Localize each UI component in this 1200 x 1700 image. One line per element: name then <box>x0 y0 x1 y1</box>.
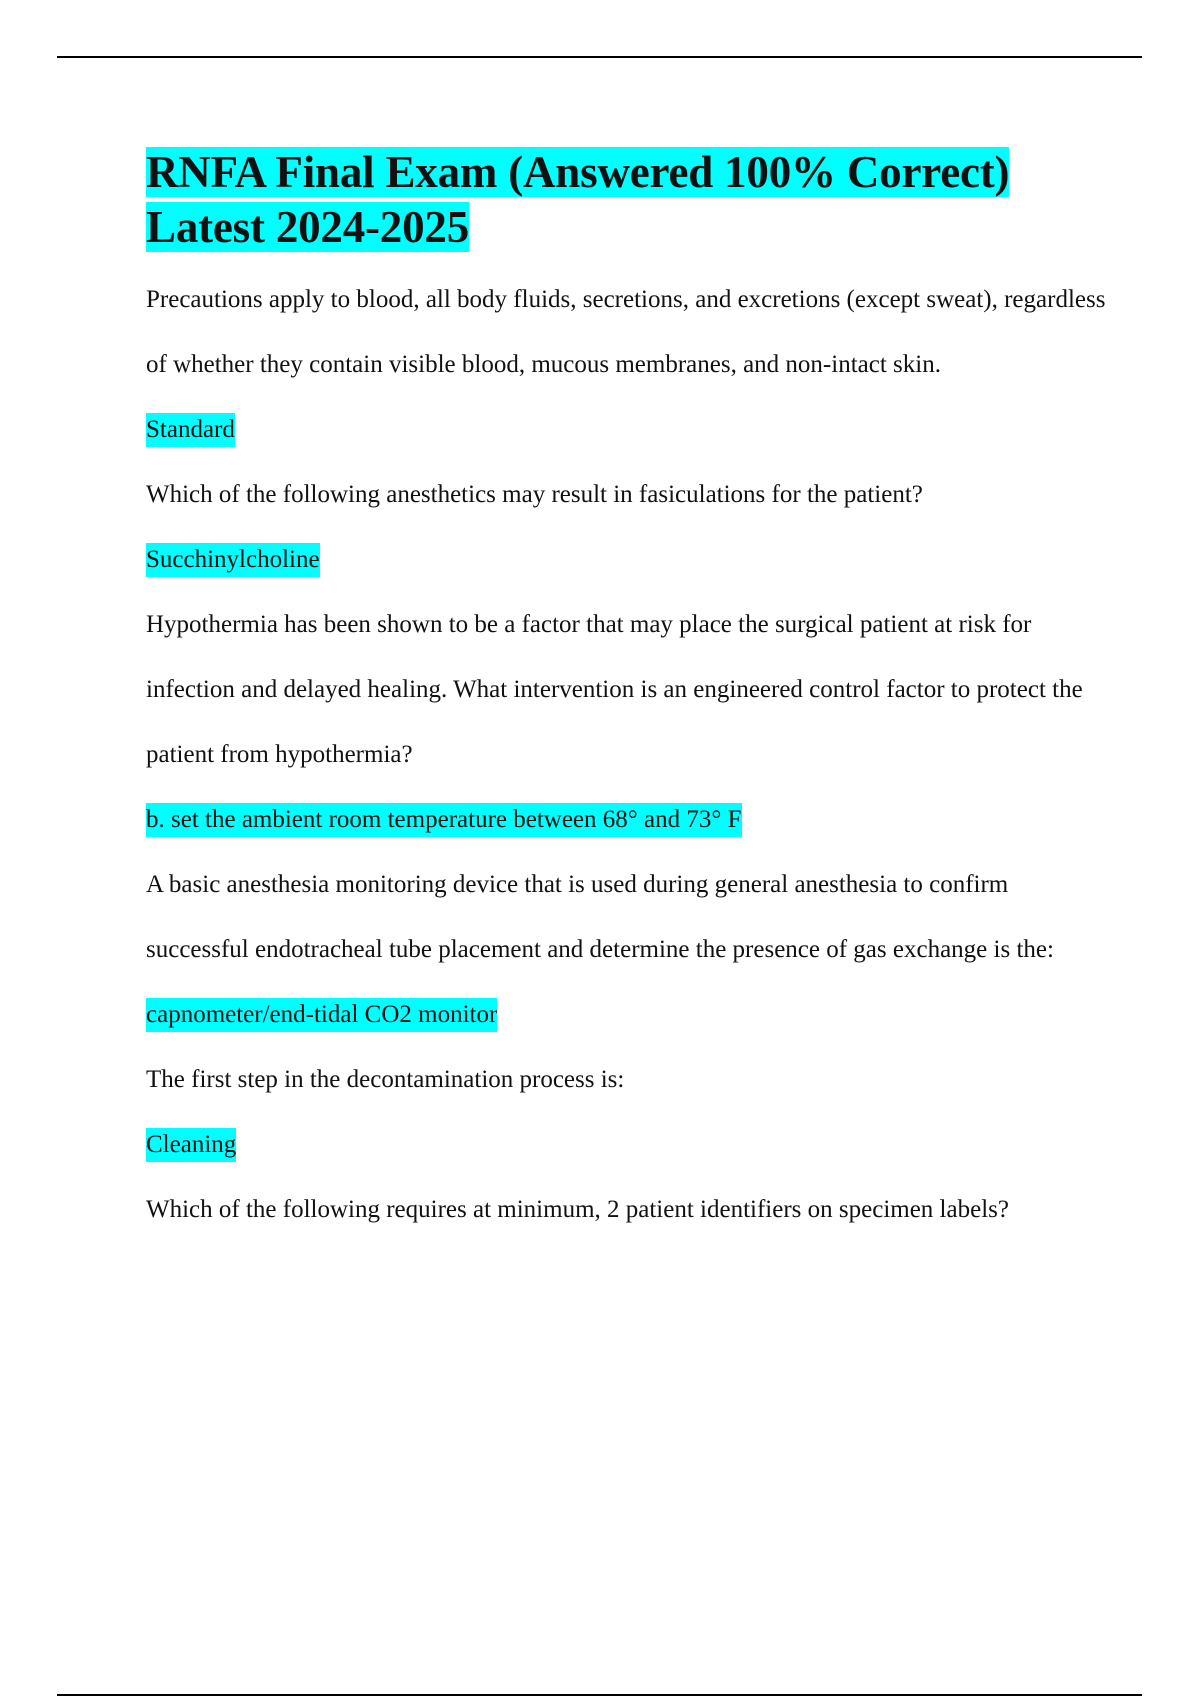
top-rule <box>57 56 1142 58</box>
answer-1 <box>146 397 1106 462</box>
answer-2 <box>146 527 1106 592</box>
question-5: The first step in the decontamination process is: <box>146 1066 625 1093</box>
document-body <box>146 145 1106 1242</box>
question-3: Hypothermia has been shown to be a factor that may place the surgical patient at risk for infection and delayed healing. What intervention is an engineered control factor to protect the patient from hypothermia? <box>146 611 1083 768</box>
question-2: Which of the following anesthetics may result in fasiculations for the patient? <box>146 481 923 508</box>
question-1: Precautions apply to blood, all body fluids, secretions, and excretions (except sweat), regardless of whether they contain visible blood, mucous membranes, and non-intact skin. <box>146 286 1106 378</box>
question-6: Which of the following requires at minimum, 2 patient identifiers on specimen labels? <box>146 1196 1009 1223</box>
answer-5-highlight: Cleaning <box>146 1128 236 1162</box>
answer-2-highlight: Succhinylcholine <box>146 543 320 577</box>
answer-1-highlight: Standard <box>146 413 235 447</box>
document-title <box>146 145 1106 255</box>
bottom-rule <box>57 1694 1142 1696</box>
answer-3 <box>146 787 1106 852</box>
question-4: A basic anesthesia monitoring device that is used during general anesthesia to confirm successful endotracheal tube placement and determine the presence of gas exchange is the: <box>146 871 1054 963</box>
answer-4 <box>146 982 1106 1047</box>
answer-3-highlight: b. set the ambient room temperature between 68° and 73° F <box>146 803 742 837</box>
answer-5 <box>146 1112 1106 1177</box>
answer-4-highlight: capnometer/end-tidal CO2 monitor <box>146 998 497 1032</box>
title-highlight: RNFA Final Exam (Answered 100% Correct) Latest 2024-2025 <box>146 147 1010 252</box>
